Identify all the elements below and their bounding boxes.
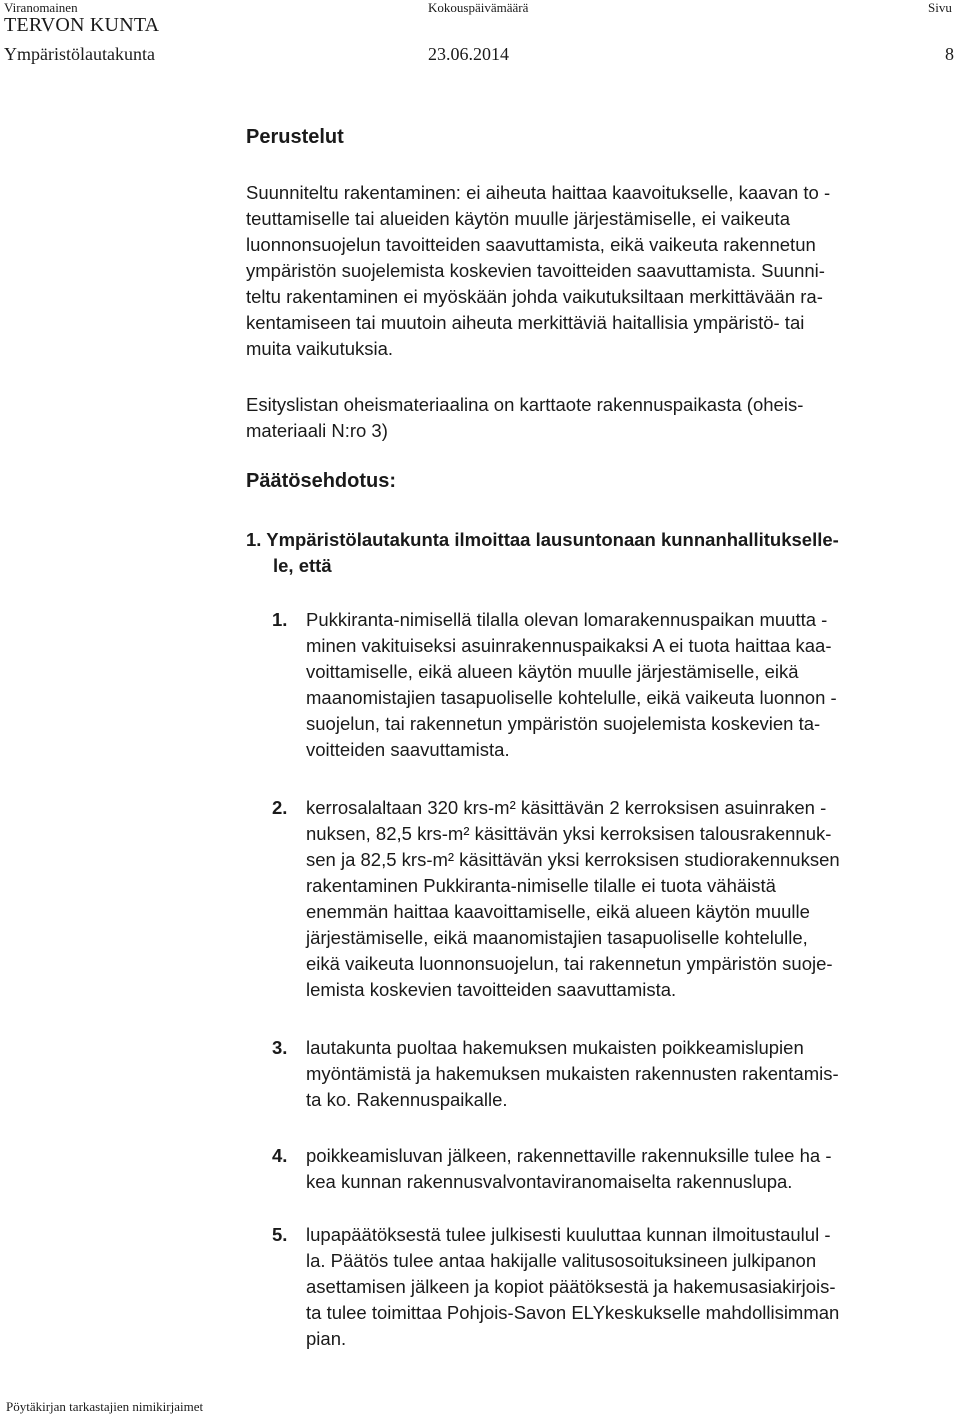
organization-name: TERVON KUNTA bbox=[4, 14, 160, 36]
text-line: pian. bbox=[306, 1328, 347, 1349]
item-text bbox=[306, 607, 960, 763]
text-line: luonnonsuojelun tavoitteiden saavuttamista, eikä vaikeuta rakennetun bbox=[246, 234, 816, 255]
text-line: ta tulee toimittaa Pohjois-Savon ELYkeskukselle mahdollisimman bbox=[306, 1302, 840, 1323]
text-line: poikkeamisluvan jälkeen, rakennettaville rakennuksille tulee ha - bbox=[306, 1145, 832, 1166]
header-label-meeting-date: Kokouspäivämäärä bbox=[428, 0, 529, 15]
text-line: 1. Ympäristölautakunta ilmoittaa lausuntonaan kunnanhallitukselle- bbox=[246, 529, 839, 550]
item-number: 4. bbox=[272, 1145, 288, 1166]
rationale-title: Perustelut bbox=[246, 126, 344, 148]
item-text bbox=[306, 1035, 960, 1113]
text-line: kentamiseen tai muutoin aiheuta merkittäviä haitallisia ympäristö- tai bbox=[246, 312, 805, 333]
text-line: asettamisen jälkeen ja kopiot päätöksestä ja hakemusasiakirjois- bbox=[306, 1276, 836, 1297]
text-line: materiaali N:ro 3) bbox=[246, 420, 388, 441]
text-line: Suunniteltu rakentaminen: ei aiheuta haittaa kaavoitukselle, kaavan to - bbox=[246, 182, 831, 203]
text-line: la. Päätös tulee antaa hakijalle valitusosoituksineen julkipanon bbox=[306, 1250, 817, 1271]
text-line: lupapäätöksestä tulee julkisesti kuuluttaa kunnan ilmoitustaulul - bbox=[306, 1224, 831, 1245]
rationale-paragraph-2 bbox=[246, 392, 956, 444]
header-label-page: Sivu bbox=[928, 0, 952, 15]
item-text bbox=[306, 1222, 960, 1352]
text-line: ympäristön suojelemista koskevien tavoitteiden saavuttamista. Suunni- bbox=[246, 260, 825, 281]
text-line: muita vaikutuksia. bbox=[246, 338, 394, 359]
text-line: voittamiselle, eikä alueen käytön muulle järjestämiselle, eikä bbox=[306, 661, 799, 682]
text-line: Pukkiranta-nimisellä tilalla olevan lomarakennuspaikan muutta - bbox=[306, 609, 828, 630]
meeting-date: 23.06.2014 bbox=[428, 44, 509, 64]
item-text bbox=[306, 795, 960, 1003]
text-line: kerrosalaltaan 320 krs-m² käsittävän 2 kerroksisen asuinraken - bbox=[306, 797, 827, 818]
text-line: maanomistajien tasapuoliselle kohtelulle, eikä vaikeuta luonnon - bbox=[306, 687, 837, 708]
text-line: minen vakituiseksi asuinrakennuspaikaksi A ei tuota haittaa kaa- bbox=[306, 635, 832, 656]
header-label-authority: Viranomainen bbox=[4, 0, 78, 15]
text-line: teuttamiselle tai alueiden käytön muulle järjestämiselle, ei vaikeuta bbox=[246, 208, 790, 229]
text-line: järjestämiselle, eikä maanomistajien tasapuoliselle kohtelulle, bbox=[306, 927, 808, 948]
text-line: ta ko. Rakennuspaikalle. bbox=[306, 1089, 508, 1110]
text-line: rakentaminen Pukkiranta-nimiselle tilalle ei tuota vähäistä bbox=[306, 875, 776, 896]
item-number: 5. bbox=[272, 1224, 288, 1245]
item-number: 1. bbox=[272, 609, 288, 630]
text-line: kea kunnan rakennusvalvontaviranomaiselta rakennuslupa. bbox=[306, 1171, 793, 1192]
text-line: enemmän haittaa kaavoittamiselle, eikä alueen käytön muulle bbox=[306, 901, 810, 922]
page-number: 8 bbox=[945, 44, 954, 64]
text-line: suojelun, tai rakennetun ympäristön suojelemista koskevien ta- bbox=[306, 713, 821, 734]
text-line: nuksen, 82,5 krs-m² käsittävän yksi kerroksisen talousrakennuk- bbox=[306, 823, 832, 844]
rationale-paragraph-1 bbox=[246, 180, 956, 362]
authority-name: Ympäristölautakunta bbox=[4, 44, 155, 64]
text-line: sen ja 82,5 krs-m² käsittävän yksi kerroksisen studiorakennuksen bbox=[306, 849, 840, 870]
text-line: lemista koskevien tavoitteiden saavuttamista. bbox=[306, 979, 677, 1000]
text-line: myöntämistä ja hakemuksen mukaisten rakennusten rakentamis- bbox=[306, 1063, 839, 1084]
text-line: eikä vaikeuta luonnonsuojelun, tai rakennetun ympäristön suoje- bbox=[306, 953, 833, 974]
text-line: voitteiden saavuttamista. bbox=[306, 739, 510, 760]
text-line: lautakunta puoltaa hakemuksen mukaisten poikkeamislupien bbox=[306, 1037, 804, 1058]
footer-signature-label: Pöytäkirjan tarkastajien nimikirjaimet bbox=[6, 1399, 204, 1414]
item-number: 2. bbox=[272, 797, 288, 818]
text-line: le, että bbox=[273, 555, 332, 576]
text-line: Esityslistan oheismateriaalina on karttaote rakennuspaikasta (oheis- bbox=[246, 394, 804, 415]
text-line: teltu rakentaminen ei myöskään johda vaikutuksiltaan merkittävään ra- bbox=[246, 286, 823, 307]
proposal-lead bbox=[246, 527, 956, 579]
item-text bbox=[306, 1143, 960, 1195]
item-number: 3. bbox=[272, 1037, 288, 1058]
proposal-title: Päätösehdotus: bbox=[246, 470, 397, 492]
